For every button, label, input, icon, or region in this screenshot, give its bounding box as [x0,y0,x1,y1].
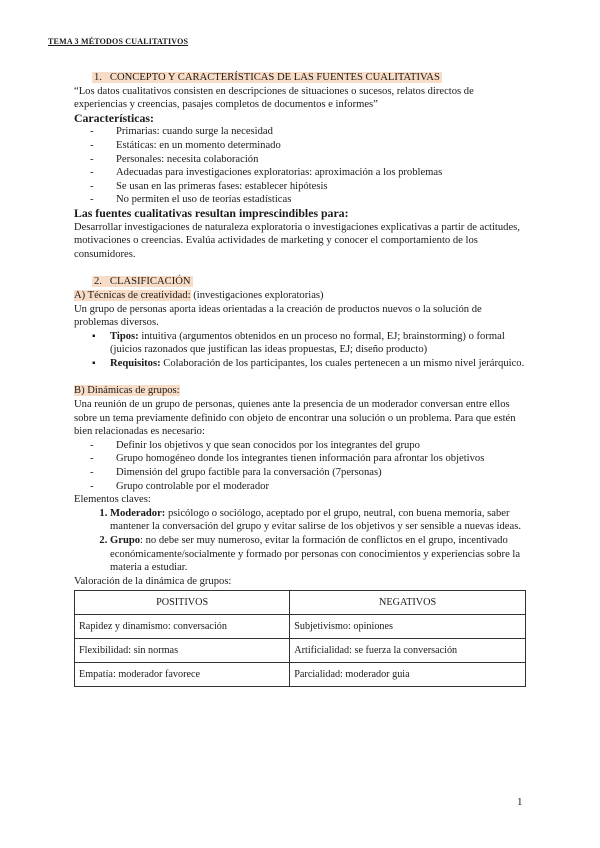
creativity-suffix: (investigaciones exploratorias) [190,289,324,301]
definition-quote: “Los datos cualitativos consisten en descripciones de situaciones o sucesos, relatos directos de experiencias y creencias, pasajes completos de documentos e informes” [74,85,474,111]
valuation-heading: Valoración de la dinámica de grupos: [74,575,232,587]
table-row [75,663,526,687]
page-header: TEMA 3 MÉTODOS CUALITATIVOS [48,37,189,46]
positives-header: POSITIVOS [75,591,290,615]
list-item: - Se usan en las primeras fases: establecer hipótesis [102,180,526,194]
list-item: - Definir los objetivos y que sean conocidos por los integrantes del grupo [102,439,526,453]
list-item: - Estáticas: en un momento determinado [102,139,526,153]
list-item: - No permiten el uso de teorías estadísticas [102,193,526,207]
table-cell: Flexibilidad: sin normas [75,639,290,663]
table-header-row [75,591,526,615]
section-2-heading [92,275,526,289]
list-item: 2. Grupo: no debe ser muy numeroso, evitar la formación de conflictos en el grupo, incentivado económicamente/socialmente y formado por personas con conocimientos y experiencias sobre la materia a estudiar. [110,534,526,575]
table-cell: Parcialidad: moderador guia [290,663,526,687]
negatives-header: NEGATIVOS [290,591,526,615]
creativity-label: A) Técnicas de creatividad: [74,289,191,301]
table-cell: Rapidez y dinamismo: conversación [75,615,290,639]
table-cell: Empatía: moderador favorece [75,663,290,687]
list-item: - Adecuadas para investigaciones exploratorias: aproximación a los problemas [102,166,526,180]
section-1-number: 1. [94,72,102,83]
list-item: - Grupo controlable por el moderador [102,480,526,494]
document-body [74,71,526,687]
section-1-title: CONCEPTO Y CARACTERÍSTICAS DE LAS FUENTES CUALITATIVAS [109,72,440,83]
list-item: - Personales: necesita colaboración [102,153,526,167]
key-elements-heading: Elementos claves: [74,494,151,506]
dynamics-heading [74,384,526,398]
section-2-title: CLASIFICACIÓN [109,276,191,288]
dynamics-paragraph: Una reunión de un grupo de personas, quienes ante la presencia de un moderador conversan entre ellos sobre un tema previamente definido con objeto de encontrar una solución o un problema. Para que estén bien relacionadas es necesario: [74,399,516,438]
list-item: ▪ Requisitos: Colaboración de los participantes, los cuales pertenecen a un mismo nivel jerárquico. [106,357,526,371]
section-2-number: 2. [94,276,102,288]
essential-paragraph: Desarrollar investigaciones de naturaleza exploratoria o investigaciones explicativas a partir de actitudes, motivaciones o creencias. Evalúa actividades de marketing y conocer el comportamiento de los consumidores. [74,221,520,260]
creativity-paragraph: Un grupo de personas aporta ideas orientadas a la creación de productos nuevos o la solución de problemas diversos. [74,303,482,329]
table-row [75,615,526,639]
table-row [75,639,526,663]
list-item: - Grupo homogéneo donde los integrantes tienen información para afrontar los objetivos [102,452,526,466]
table-cell: Artificialidad: se fuerza la conversación [290,639,526,663]
creativity-heading [74,289,526,303]
list-item: ▪ Tipos: intuitiva (argumentos obtenidos en un proceso no formal, EJ; brainstorming) o formal (juicios razonados que justifican las ideas propuestas, EJ; diseño producto) [106,330,526,357]
dynamics-list [74,439,526,493]
creativity-list [74,330,526,371]
list-item: - Primarias: cuando surge la necesidad [102,125,526,139]
characteristics-heading: Características: [74,110,154,125]
characteristics-list [74,125,526,207]
section-1-heading [92,71,526,85]
table-cell: Subjetivismo: opiniones [290,615,526,639]
list-item: 1. Moderador: psicólogo o sociólogo, aceptado por el grupo, neutral, con buena memoria, saber mantener la conversación del grupo y evitar salirse de los objetivos y ser sensible a nuevas ideas. [110,507,526,534]
key-elements-list [74,507,526,575]
essential-heading: Las fuentes cualitativas resultan imprescindibles para: [74,205,349,220]
list-item: - Dimensión del grupo factible para la conversación (7personas) [102,466,526,480]
valuation-table [74,590,526,687]
dynamics-label: B) Dinámicas de grupos: [74,385,180,397]
page-number: 1 [517,796,523,808]
